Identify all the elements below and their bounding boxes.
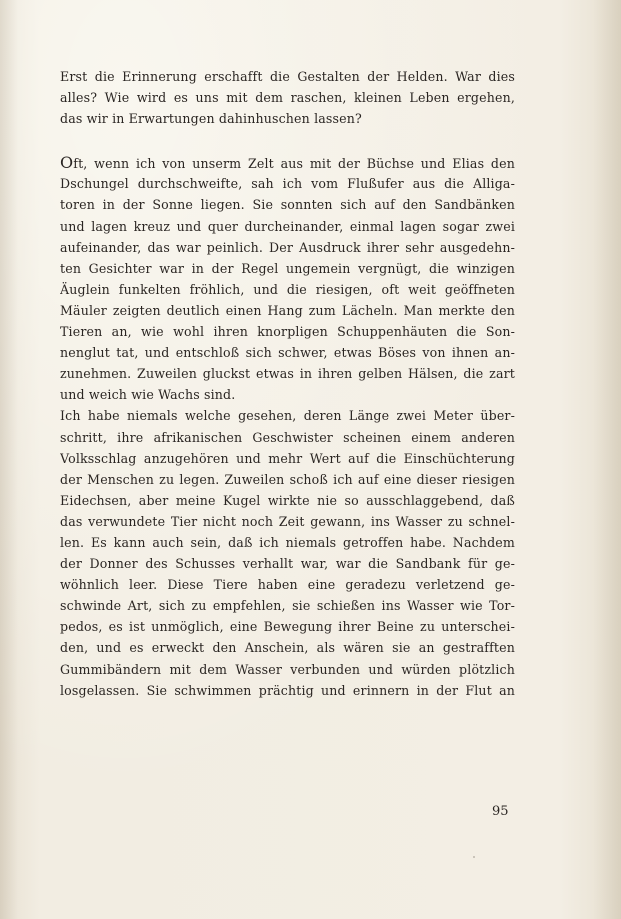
- text-line-with-initial: [60, 152, 515, 173]
- text-line: Erst die Erinnerung erschafft die Gestalten der Helden. War dies: [60, 69, 515, 84]
- text-line: len. Es kann auch sein, daß ich niemals getroffen habe. Nachdem: [60, 534, 515, 550]
- text-line: Dschungel durchschweifte, sah ich vom Flußufer aus die Alliga-: [60, 176, 515, 192]
- text-line: das verwundete Tier nicht noch Zeit gewann, ins Wasser zu schnel-: [60, 513, 515, 529]
- text-line: und lagen kreuz und quer durcheinander, einmal lagen sogar zwei: [60, 218, 515, 234]
- text-line: und weich wie Wachs sind.: [60, 387, 236, 403]
- text-line: schwinde Art, sich zu empfehlen, sie schießen ins Wasser wie Tor-: [60, 598, 515, 614]
- text-line: den, und es erweckt den Anschein, als wären sie an gestrafften: [60, 640, 515, 656]
- text-line: Gummibändern mit dem Wasser verbunden und würden plötzlich: [60, 661, 515, 677]
- text-line: ten Gesichter war in der Regel ungemein vergnügt, die winzigen: [60, 260, 515, 276]
- text-line: schritt, ihre afrikanischen Geschwister scheinen einem anderen: [60, 429, 515, 445]
- page-edge-shadow: [593, 0, 621, 919]
- page-gutter-shadow: [0, 0, 18, 919]
- text-line: Äuglein funkelten fröhlich, und die riesigen, oft weit geöffneten: [60, 281, 515, 297]
- text-line: der Donner des Schusses verhallt war, war die Sandbank für ge-: [60, 556, 515, 572]
- paragraph-spacer: [60, 129, 515, 152]
- text-line: der Menschen zu legen. Zuweilen schoß ich auf eine dieser riesigen: [60, 471, 515, 487]
- text-line: pedos, es ist unmöglich, eine Bewegung ihrer Beine zu unterschei-: [60, 619, 515, 635]
- text-line: alles? Wie wird es uns mit dem raschen, kleinen Leben ergehen,: [60, 90, 515, 106]
- page-number: 95: [492, 804, 509, 819]
- text-line: Mäuler zeigten deutlich einen Hang zum Lächeln. Man merkte den: [60, 302, 515, 318]
- text-line: losgelassen. Sie schwimmen prächtig und erinnern in der Flut an: [60, 682, 515, 698]
- text-line: das wir in Erwartungen dahinhuschen lassen?: [60, 111, 362, 127]
- text-line: Volksschlag anzugehören und mehr Wert auf die Einschüchterung: [60, 450, 515, 466]
- paper-speck: [170, 620, 171, 621]
- paragraph-2: [60, 152, 515, 405]
- paper-speck: [473, 856, 475, 858]
- text-line: toren in der Sonne liegen. Sie sonnten sich auf den Sandbänken: [60, 197, 515, 213]
- text-line: Ich habe niemals welche gesehen, deren Länge zwei Meter über-: [60, 408, 515, 424]
- initial-letter: O: [60, 153, 74, 173]
- text-line: zunehmen. Zuweilen gluckst etwas in ihren gelben Hälsen, die zart: [60, 366, 515, 382]
- text-line: wöhnlich leer. Diese Tiere haben eine geradezu verletzend ge-: [60, 577, 515, 593]
- text-line: ft, wenn ich von unserm Zelt aus mit der Büchse und Elias den: [73, 156, 515, 172]
- paragraph-1: [60, 66, 515, 129]
- text-line: nenglut tat, und entschloß sich schwer, etwas Böses von ihnen an-: [60, 345, 515, 361]
- paragraph-3: [60, 405, 515, 700]
- text-line: Eidechsen, aber meine Kugel wirkte nie so ausschlaggebend, daß: [60, 492, 515, 508]
- text-line: Tieren an, wie wohl ihren knorpligen Schuppenhäuten die Son-: [60, 324, 515, 340]
- text-line: aufeinander, das war peinlich. Der Ausdruck ihrer sehr ausgedehn-: [60, 239, 515, 255]
- body-text: [60, 66, 515, 701]
